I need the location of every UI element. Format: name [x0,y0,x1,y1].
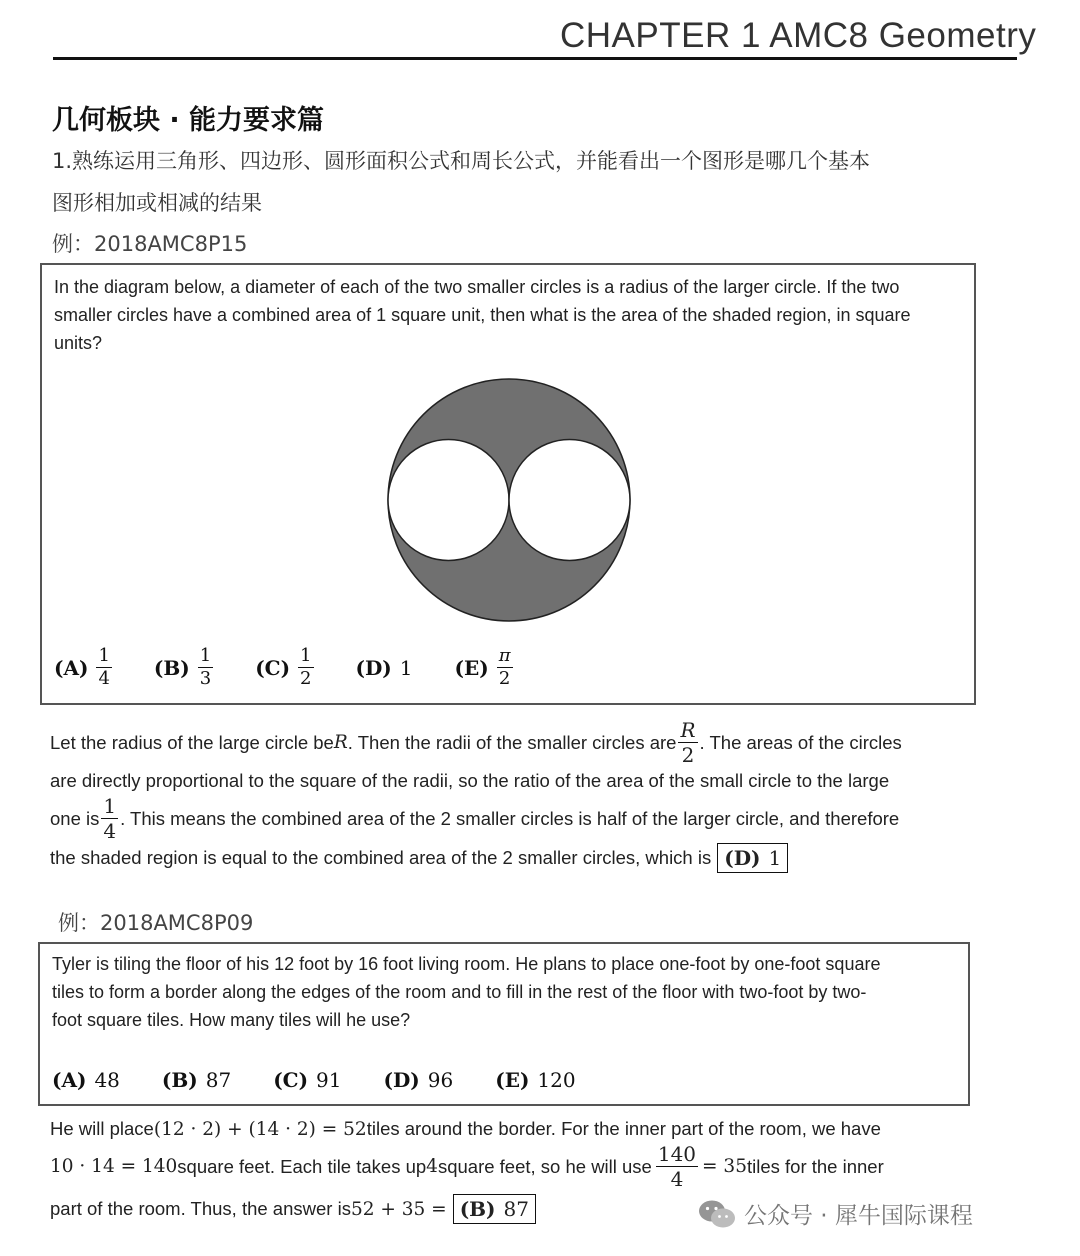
requirement-line-1: 1.熟练运用三角形、四边形、圆形面积公式和周长公式，并能看出一个图形是哪几个基本 [52,149,871,173]
example-1-label: 例：2018AMC8P15 [52,232,248,256]
choice-e: (E) 120 [495,1068,576,1092]
requirement-line-2: 图形相加或相减的结果 [52,191,262,215]
choice-b: (B) $\frac{1}{3}$ [153,645,212,689]
example-1-problem-text [54,273,962,357]
choice-b: (B) 87 [161,1068,232,1092]
example-2-solution-line-1: He will place (12 · 2) + (14 · 2) = 52 tiles around the border. For the inner part of the room, we have [50,1118,881,1140]
example-2-problem-box [38,942,970,1106]
example-1-solution-line-3: one is $\frac{1}{4}$ . This means the combined area of the 2 smaller circles is half of the larger circle, and therefore [50,794,900,843]
example-1-answer-box: (D) 1 [717,843,788,873]
choice-c: (C) 91 [273,1068,342,1092]
small-circle-left [388,440,509,561]
example-1-choices [54,645,555,690]
choice-d: (D) 1 [355,655,413,680]
chapter-title: CHAPTER 1 AMC8 Geometry [560,16,1037,55]
example-1-solution-line-1: Let the radius of the large circle be R . Then the radii of the smaller circles are $\frac{R}{2}$ . The areas of the circles [50,718,902,767]
problem-line: smaller circles have a combined area of 1 square unit, then what is the area of the shaded region, in square [54,305,911,325]
example-2-problem-text [52,950,956,1034]
problem-line: tiles to form a border along the edges of the room and to fill in the rest of the floor with two-foot by two- [52,982,867,1002]
example-2-solution-line-3: part of the room. Thus, the answer is 52 + 35 = (B) 87 [50,1194,536,1224]
problem-line: In the diagram below, a diameter of each of the two smaller circles is a radius of the larger circle. If the two [54,277,900,297]
wechat-icon [698,1199,736,1229]
watermark-text: 公众号 · 犀牛国际课程 [744,1203,973,1229]
example-2-solution-line-2: 10 · 14 = 140 square feet. Each tile takes up 4 square feet, so he will use $\frac{140}{4}$ = 35 tiles for the inner [50,1142,884,1191]
choice-e: (E) $\frac{\pi}{2}$ [454,645,511,689]
circles-diagram [386,377,632,623]
choice-c: (C) $\frac{1}{2}$ [255,645,312,689]
choice-a: (A) $\frac{1}{4}$ [54,645,110,689]
example-1-solution-line-2: are directly proportional to the square of the radii, so the ratio of the area of the small circle to the large [50,770,890,791]
example-1-solution-line-4: the shaded region is equal to the combined area of the 2 smaller circles, which is (D) 1 [50,843,788,873]
example-1-problem-box [40,263,976,705]
choice-a: (A) 48 [52,1068,120,1092]
example-2-choices [52,1068,618,1092]
small-circle-right [509,440,630,561]
choice-d: (D) 96 [383,1068,454,1092]
problem-line: units? [54,333,103,353]
example-2-label: 例：2018AMC8P09 [58,911,254,935]
example-2-answer-box: (B) 87 [453,1194,536,1224]
section-title: 几何板块 · 能力要求篇 [52,105,325,136]
watermark [698,1197,973,1230]
header-rule [53,57,1017,60]
problem-line: Tyler is tiling the floor of his 12 foot by 16 foot living room. He plans to place one-foot by one-foot square [52,954,881,974]
problem-line: foot square tiles. How many tiles will he use? [52,1010,411,1030]
